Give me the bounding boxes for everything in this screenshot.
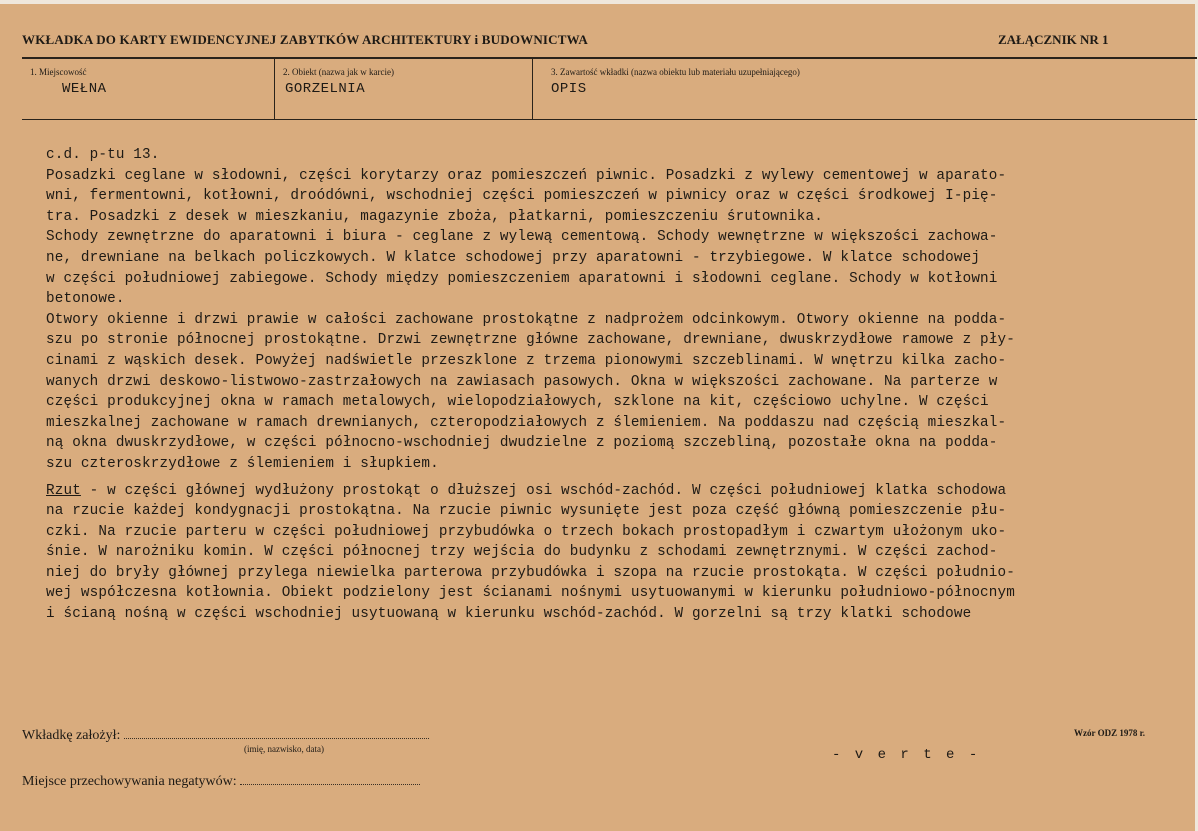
inserted-by-label: Wkładkę założył: <box>22 728 121 743</box>
inserted-by-line <box>22 727 429 744</box>
verte-note: - v e r t e - <box>832 747 981 763</box>
text-line: wanych drzwi deskowo-listwowo-zastrzałowych na zawiasach pasowych. Okna w większości zachowane. Na parterze w <box>46 373 998 390</box>
field-locality-value: WEŁNA <box>62 81 107 97</box>
text-line: niej do bryły głównej przylega niewielka parterowa przybudówka i szopa na rzucie prostokąta. W części południo- <box>46 564 1015 581</box>
text-line: wej współczesna kotłownia. Obiekt podzielony jest ścianami nośnymi usytuowanymi w kierunku południowo-północnym <box>46 585 1015 602</box>
text-line: na rzucie każdej kondygnacji prostokątna. Na rzucie piwnic wysunięte jest poza część główną pomieszczenie płu- <box>46 503 1007 520</box>
text-line: i ścianą nośną w części wschodniej usytuowaną w kierunku wschód-zachód. W gorzelni są trzy klatki schodowe <box>46 606 972 623</box>
description-paragraph-1 <box>46 145 1196 475</box>
rzut-heading: Rzut <box>46 482 81 499</box>
inserted-by-hint: (imię, nazwisko, data) <box>244 744 324 754</box>
text-line: szu czteroskrzydłowe z ślemieniem i słupkiem. <box>46 455 439 472</box>
text-line: c.d. p-tu 13. <box>46 147 160 163</box>
description-text <box>46 145 1196 625</box>
text-line: szu po stronie północnej prostokątne. Drzwi zewnętrzne główne zachowane, drewniane, dwuskrzydłowe ramowe z pły- <box>46 332 1015 349</box>
form-reference: Wzór ODZ 1978 r. <box>1074 728 1145 738</box>
rzut-line <box>46 481 1196 502</box>
header-rule-bottom <box>22 119 1197 120</box>
inserted-by-dotted-line <box>124 727 429 739</box>
field-contents <box>532 59 1197 119</box>
form-title: WKŁADKA DO KARTY EWIDENCYJNEJ ZABYTKÓW ARCHITEKTURY i BUDOWNICTWA <box>22 32 588 47</box>
text-line: części produkcyjnej okna w ramach metalowych, wielopodziałowych, szklone na kit, częściowo uchylne. W części <box>46 394 989 411</box>
field-object <box>274 59 533 119</box>
text-line: czki. Na rzucie parteru w części południowej przybudówka o trzech bokach prostopadłym i czwartym ułożonym uko- <box>46 523 1007 540</box>
text-line: śnie. W narożniku komin. W części północnej trzy wejścia do budynku z schodami zewnętrznymi. W części zachod- <box>46 544 998 561</box>
text-line: w części południowej zabiegowe. Schody między pomieszczeniem aparatowni i słodowni ceglane. Schody w kotłowni <box>46 270 998 287</box>
field-locality <box>22 59 274 119</box>
text-line: mieszkalnej zachowane w ramach drewnianych, czteropodziałowych z ślemieniem. Na poddaszu nad częścią mieszkal- <box>46 414 1007 431</box>
field-contents-label: 3. Zawartość wkładki (nazwa obiektu lub materiału uzupełniającego) <box>551 67 800 77</box>
annex-number: ZAŁĄCZNIK NR 1 <box>998 32 1109 47</box>
field-contents-value: OPIS <box>551 81 587 97</box>
text-line: betonowe. <box>46 291 125 308</box>
scan-edge-top <box>0 0 1198 4</box>
text-line: Otwory okienne i drzwi prawie w całości zachowane prostokątne z nadprożem odcinkowym. Otwory okienne na podda- <box>46 311 1007 328</box>
text-line: cinami z wąskich desek. Powyżej nadświetle przeszklone z trzema pionowymi szczeblinami. W wnętrzu kilka zacho- <box>46 352 1007 369</box>
text-line: ną okna dwuskrzydłowe, w części północno-wschodniej dwudzielne z poziomą szczebliną, pozostałe okna na podda- <box>46 435 998 452</box>
description-paragraph-2 <box>46 501 1196 625</box>
negatives-dotted-line <box>240 773 420 785</box>
text-line: ne, drewniane na belkach policzkowych. W klatce schodowej przy aparatowni - trzybiegowe. W klatce schodowej <box>46 249 981 266</box>
text-line: tra. Posadzki z desek w mieszkaniu, magazynie zboża, płatkarni, pomieszczeniu śrutownika. <box>46 208 823 225</box>
text-line: Posadzki ceglane w słodowni, części korytarzy oraz pomieszczeń piwnic. Posadzki z wylewy cementowej w aparato- <box>46 167 1007 184</box>
text-line: Schody zewnętrzne do aparatowni i biura - ceglane z wylewą cementową. Schody wewnętrzne w większości zachowa- <box>46 229 998 246</box>
negatives-line <box>22 773 420 790</box>
negatives-label: Miejsce przechowywania negatywów: <box>22 774 237 789</box>
field-object-value: GORZELNIA <box>285 81 366 97</box>
field-locality-label: 1. Miejscowość <box>30 67 87 77</box>
field-object-label: 2. Obiekt (nazwa jak w karcie) <box>283 67 394 77</box>
text-line: wni, fermentowni, kotłowni, droódówni, wschodniej części pomieszczeń w piwnicy oraz w części środkowej I-pię- <box>46 188 998 205</box>
rzut-first-line: - w części głównej wydłużony prostokąt o dłuższej osi wschód-zachód. W części południowej klatka schodowa <box>80 482 1007 499</box>
